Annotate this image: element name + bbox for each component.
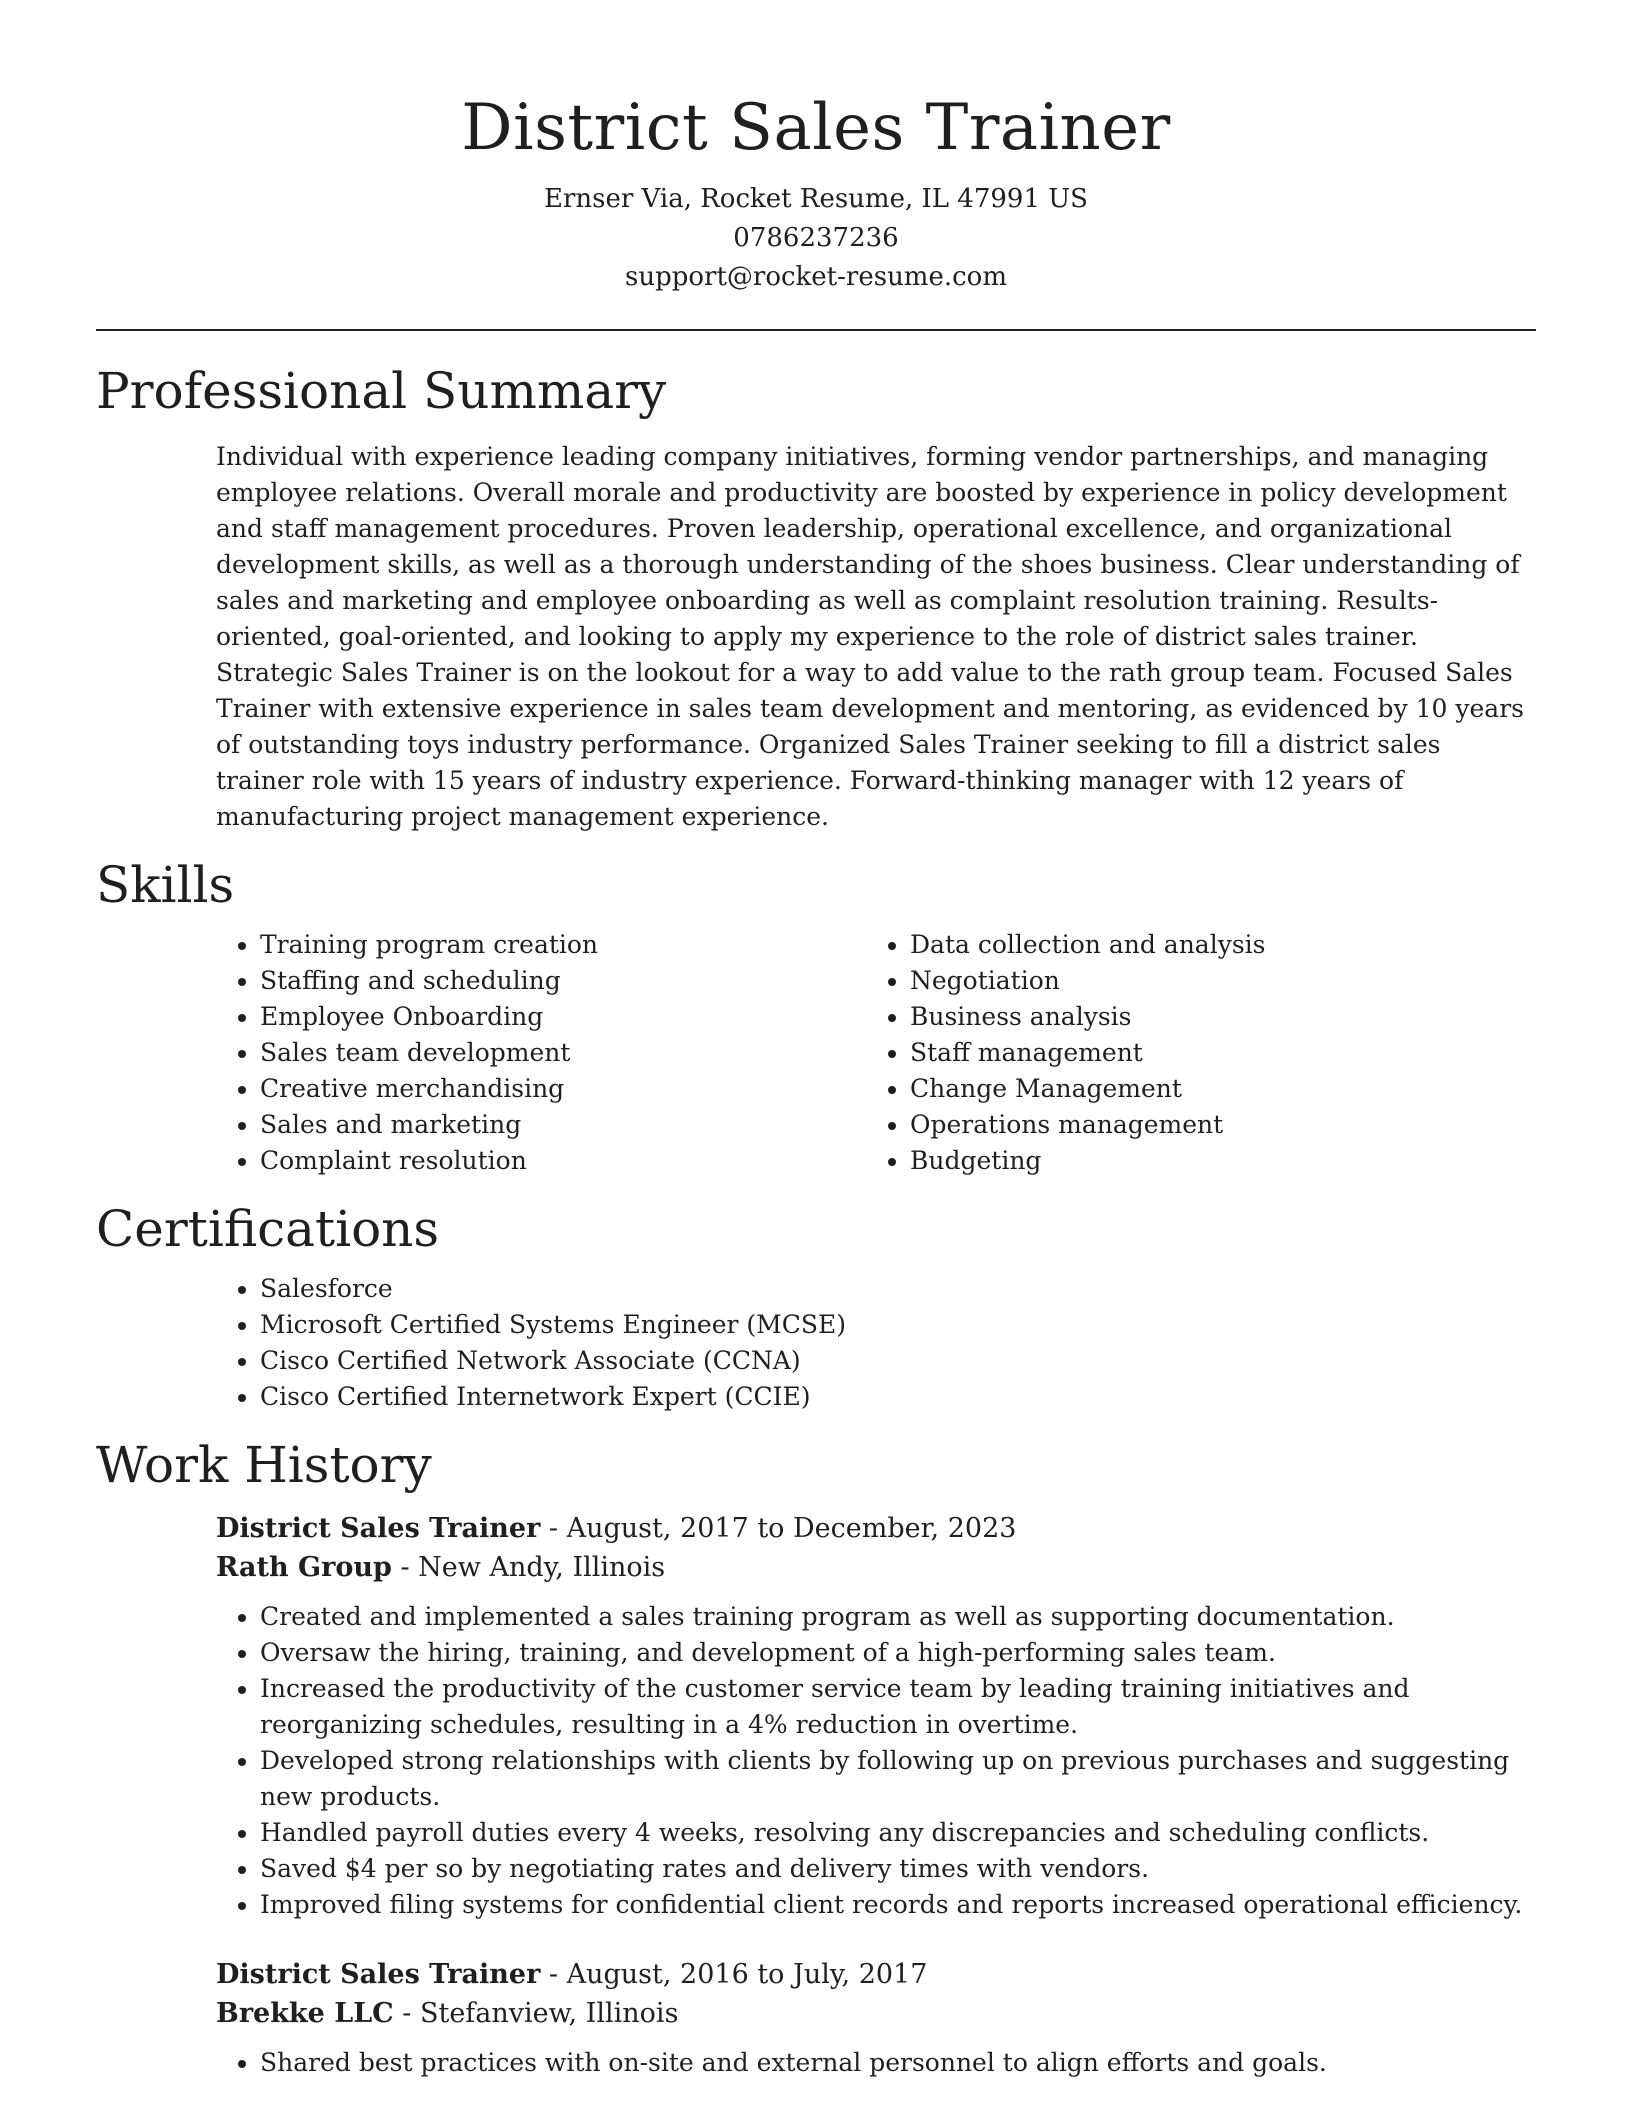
skills-list-left	[216, 927, 866, 1179]
resume-header	[96, 0, 1536, 297]
job-bullet: • Increased the productivity of the customer service team by leading training initiatives and reorganizing schedules, resulting in a 4% reduction in overtime.	[260, 1671, 1536, 1743]
skills-list-right	[866, 927, 1516, 1179]
skill-item: • Creative merchandising	[260, 1071, 866, 1107]
job-location: - Stefanview, Illinois	[393, 1998, 679, 2029]
job-company-line	[216, 1994, 1536, 2033]
job-company-line	[216, 1548, 1536, 1587]
job-bullet: • Developed strong relationships with clients by following up on previous purchases and suggesting new products.	[260, 1743, 1536, 1815]
skill-item: • Complaint resolution	[260, 1143, 866, 1179]
skill-item: • Change Management	[910, 1071, 1516, 1107]
skill-item: • Data collection and analysis	[910, 927, 1516, 963]
job-company: Rath Group	[216, 1552, 392, 1583]
header-divider	[96, 329, 1536, 331]
skills-section	[96, 855, 1536, 1179]
certifications-title: Certifications	[96, 1200, 440, 1258]
certification-item: • Salesforce	[260, 1271, 1536, 1307]
skill-item: • Employee Onboarding	[260, 999, 866, 1035]
job-bullet: • Oversaw the hiring, training, and development of a high-performing sales team.	[260, 1635, 1536, 1671]
skill-item: • Sales team development	[260, 1035, 866, 1071]
certification-item: • Cisco Certified Network Associate (CCNA)	[260, 1343, 1536, 1379]
work-history-title: Work History	[96, 1436, 432, 1494]
job-role: District Sales Trainer	[216, 1513, 541, 1544]
contact-address: Ernser Via, Rocket Resume, IL 47991 US	[543, 184, 1088, 214]
skill-item: • Sales and marketing	[260, 1107, 866, 1143]
job-role: District Sales Trainer	[216, 1959, 541, 1990]
certifications-list	[216, 1271, 1536, 1415]
certification-item: • Cisco Certified Internetwork Expert (CCIE)	[260, 1379, 1536, 1415]
job-dates: - August, 2016 to July, 2017	[540, 1959, 928, 1990]
resume-page	[96, 0, 1536, 2081]
skill-item: • Staffing and scheduling	[260, 963, 866, 999]
job-role-line	[216, 1509, 1536, 1548]
skill-item: • Operations management	[910, 1107, 1516, 1143]
skill-item: • Staff management	[910, 1035, 1516, 1071]
job-entry	[216, 1509, 1536, 1923]
skill-item: • Budgeting	[910, 1143, 1516, 1179]
job-role-line	[216, 1955, 1536, 1994]
skills-column-right	[866, 927, 1516, 1179]
work-history-section	[96, 1435, 1536, 2081]
job-dates: - August, 2017 to December, 2023	[540, 1513, 1017, 1544]
contact-phone: 0786237236	[733, 223, 899, 253]
job-bullet: • Shared best practices with on-site and external personnel to align efforts and goals.	[260, 2045, 1536, 2081]
job-bullet: • Improved filing systems for confidential client records and reports increased operational efficiency.	[260, 1887, 1536, 1923]
job-location: - New Andy, Illinois	[391, 1552, 666, 1583]
summary-section	[96, 361, 1536, 835]
job-bullets	[216, 2045, 1536, 2081]
job-bullet: • Saved $4 per so by negotiating rates and delivery times with vendors.	[260, 1851, 1536, 1887]
skill-item: • Business analysis	[910, 999, 1516, 1035]
contact-block	[96, 180, 1536, 297]
skill-item: • Negotiation	[910, 963, 1516, 999]
summary-title: Professional Summary	[96, 362, 667, 420]
job-bullet: • Created and implemented a sales training program as well as supporting documentation.	[260, 1599, 1536, 1635]
job-entry	[216, 1955, 1536, 2081]
skill-item: • Training program creation	[260, 927, 866, 963]
certification-item: • Microsoft Certified Systems Engineer (MCSE)	[260, 1307, 1536, 1343]
skills-column-left	[216, 927, 866, 1179]
contact-email: support@rocket-resume.com	[624, 262, 1007, 292]
candidate-name: District Sales Trainer	[461, 91, 1171, 165]
job-bullet: • Handled payroll duties every 4 weeks, resolving any discrepancies and scheduling conflicts.	[260, 1815, 1536, 1851]
job-bullets	[216, 1599, 1536, 1923]
skills-title: Skills	[96, 856, 235, 914]
certifications-section	[96, 1199, 1536, 1415]
job-company: Brekke LLC	[216, 1998, 394, 2029]
summary-text: Individual with experience leading company initiatives, forming vendor partnerships, and managing employee relations. Overall morale and productivity are boosted by experience in policy development and staff management procedures. Proven leadership, operational excellence, and organizational development skills, as well as a thorough understanding of the shoes business. Clear understanding of sales and marketing and employee onboarding as well as complaint resolution training. Results-oriented, goal-oriented, and looking to apply my experience to the role of district sales trainer. Strategic Sales Trainer is on the lookout for a way to add value to the rath group team. Focused Sales Trainer with extensive experience in sales team development and mentoring, as evidenced by 10 years of outstanding toys industry performance. Organized Sales Trainer seeking to fill a district sales trainer role with 15 years of industry experience. Forward-thinking manager with 12 years of manufacturing project management experience.	[216, 442, 1524, 831]
